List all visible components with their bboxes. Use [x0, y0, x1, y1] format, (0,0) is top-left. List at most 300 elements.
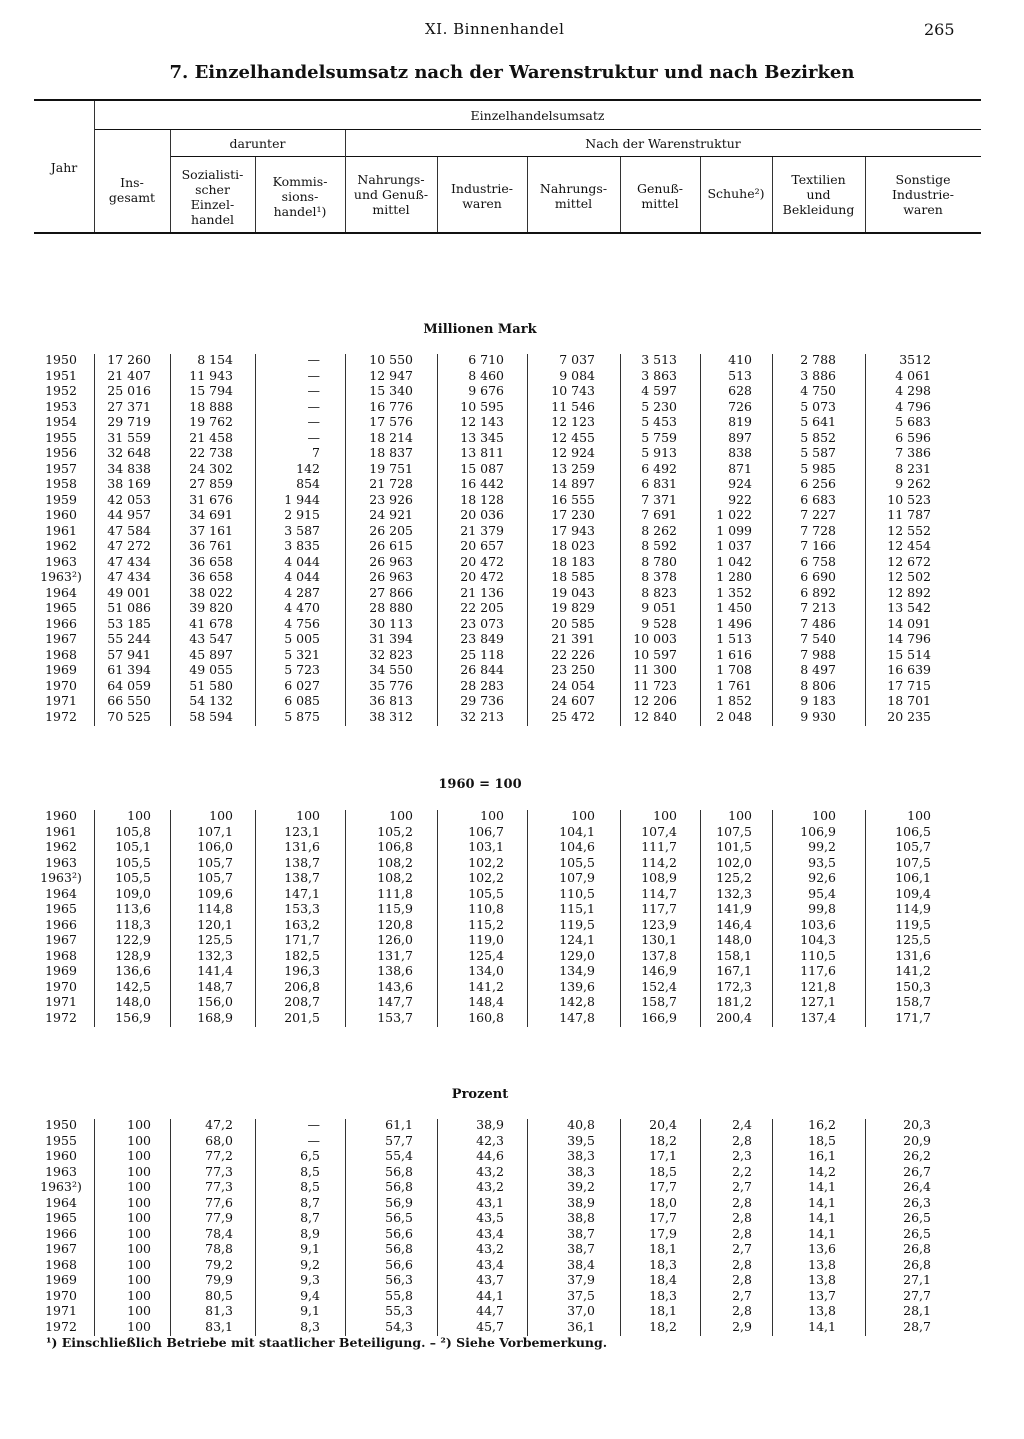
- table-cell: 1 944: [284, 491, 320, 507]
- table-cell: —: [307, 383, 320, 398]
- row-year: 1954: [45, 414, 77, 429]
- table-cell: 38,9: [567, 1194, 595, 1210]
- table-cell: 100: [389, 808, 413, 823]
- table-cell: 56,8: [385, 1179, 413, 1194]
- table-cell: 13,8: [808, 1272, 836, 1287]
- table-cell: 1 280: [716, 569, 752, 584]
- row-year: 1963: [45, 854, 77, 870]
- table-cell: 36 761: [189, 538, 233, 553]
- table-cell: 38,3: [567, 1163, 595, 1179]
- table-cell: 92,6: [808, 870, 836, 885]
- table-cell: 17 715: [887, 677, 931, 693]
- table-cell: 7 371: [641, 491, 677, 507]
- row-year: 1959: [45, 491, 77, 507]
- section-label-prozent: Prozent: [451, 1087, 509, 1102]
- table-cell: 100: [653, 808, 677, 823]
- table-cell: 148,4: [468, 994, 504, 1009]
- table-cell: 7 988: [800, 646, 836, 662]
- row-year: 1966: [45, 916, 77, 932]
- table-cell: 18,1: [649, 1241, 677, 1256]
- table-cell: 141,4: [197, 963, 233, 978]
- table-cell: 897: [728, 429, 752, 445]
- table-cell: 29 719: [107, 414, 151, 429]
- table-cell: 132,3: [716, 885, 752, 901]
- table-cell: 196,3: [284, 963, 320, 978]
- table-cell: 18,2: [649, 1318, 677, 1334]
- table-cell: 21 136: [460, 584, 504, 600]
- table-cell: 10 743: [551, 383, 595, 398]
- table-cell: 117,7: [641, 901, 677, 916]
- table-cell: 148,0: [115, 994, 151, 1009]
- table-cell: 18 128: [460, 491, 504, 507]
- table-cell: 103,6: [800, 916, 836, 932]
- table-cell: 142,8: [559, 994, 595, 1009]
- table-cell: 5 587: [800, 445, 836, 460]
- table-cell: 114,9: [895, 901, 931, 916]
- table-cell: 123,1: [284, 823, 320, 839]
- table-cell: 8 231: [895, 460, 931, 476]
- table-cell: 5 005: [284, 631, 320, 646]
- table-cell: 14,2: [808, 1163, 836, 1179]
- table-cell: 4 750: [800, 383, 836, 398]
- table-cell: 1 037: [716, 538, 752, 553]
- table-cell: 10 523: [887, 491, 931, 507]
- table-cell: 105,7: [895, 839, 931, 854]
- table-cell: 4 044: [284, 569, 320, 584]
- table-cell: 45,7: [476, 1318, 504, 1334]
- table-cell: 28,1: [903, 1303, 931, 1318]
- column-divider: [255, 810, 256, 1027]
- table-cell: 6 085: [284, 693, 320, 708]
- table-cell: 54 132: [189, 693, 233, 708]
- table-cell: 147,1: [284, 885, 320, 901]
- row-year: 1950: [45, 352, 77, 367]
- table-cell: 18,4: [649, 1272, 677, 1287]
- table-cell: 9 051: [641, 600, 677, 615]
- table-cell: 2,8: [732, 1256, 752, 1272]
- table-cell: 5 759: [641, 429, 677, 445]
- table-cell: 14,1: [808, 1194, 836, 1210]
- table-cell: 153,7: [377, 1009, 413, 1025]
- table-cell: 12 455: [551, 429, 595, 445]
- column-divider: [437, 354, 438, 726]
- row-year: 1966: [45, 615, 77, 631]
- table-cell: 9,2: [300, 1256, 320, 1272]
- table-cell: 27 371: [107, 398, 151, 414]
- table-cell: 141,2: [468, 978, 504, 994]
- table-cell: 143,6: [377, 978, 413, 994]
- table-cell: 37,5: [567, 1287, 595, 1303]
- table-cell: 142,5: [115, 978, 151, 994]
- table-cell: 106,1: [895, 870, 931, 885]
- table-cell: 18 023: [551, 538, 595, 553]
- table-cell: 100: [571, 808, 595, 823]
- row-year: 1972: [45, 1318, 77, 1334]
- table-cell: 2,3: [732, 1148, 752, 1163]
- table-cell: 104,3: [800, 932, 836, 947]
- table-cell: 17 576: [369, 414, 413, 429]
- row-year: 1962: [45, 538, 77, 553]
- table-cell: 100: [127, 1132, 151, 1148]
- table-cell: 106,5: [895, 823, 931, 839]
- table-cell: 1 042: [716, 553, 752, 569]
- table-cell: 115,2: [468, 916, 504, 932]
- table-cell: 1 708: [716, 662, 752, 677]
- table-cell: 9 676: [468, 383, 504, 398]
- row-year: 1960: [45, 1148, 77, 1163]
- table-cell: 29 736: [460, 693, 504, 708]
- table-cell: 105,5: [559, 854, 595, 870]
- table-cell: 107,5: [716, 823, 752, 839]
- table-cell: 20 472: [460, 569, 504, 584]
- table-cell: 150,3: [895, 978, 931, 994]
- table-cell: 7 486: [800, 615, 836, 631]
- table-cell: 10 550: [369, 352, 413, 367]
- table-cell: 15 087: [460, 460, 504, 476]
- table-cell: 102,2: [468, 854, 504, 870]
- table-cell: 8,9: [300, 1225, 320, 1241]
- table-cell: 15 340: [369, 383, 413, 398]
- row-year: 1968: [45, 1256, 77, 1272]
- table-cell: 26 205: [369, 522, 413, 538]
- table-cell: 23 926: [369, 491, 413, 507]
- table-cell: 20,3: [903, 1117, 931, 1132]
- table-cell: 42 053: [107, 491, 151, 507]
- row-year: 1955: [45, 1132, 77, 1148]
- table-cell: 119,5: [895, 916, 931, 932]
- table-cell: 12 206: [633, 693, 677, 708]
- table-cell: 513: [728, 367, 752, 383]
- table-cell: 2,8: [732, 1210, 752, 1225]
- table-cell: 77,3: [205, 1179, 233, 1194]
- col-header-nahrung-genuss: Nahrungs- und Genuß- mittel: [353, 172, 429, 217]
- table-cell: 61,1: [385, 1117, 413, 1132]
- table-cell: 79,2: [205, 1256, 233, 1272]
- table-cell: 105,1: [115, 839, 151, 854]
- table-cell: 182,5: [284, 947, 320, 963]
- row-year: 1966: [45, 1225, 77, 1241]
- row-year: 1969: [45, 1272, 77, 1287]
- table-cell: 43,1: [476, 1194, 504, 1210]
- table-cell: 106,0: [197, 839, 233, 854]
- table-cell: 2,8: [732, 1303, 752, 1318]
- col-header-insgesamt: Ins- gesamt: [108, 175, 156, 205]
- row-year: 1970: [45, 978, 77, 994]
- row-year: 1961: [45, 823, 77, 839]
- table-cell: 61 394: [107, 662, 151, 677]
- table-cell: 9 262: [895, 476, 931, 491]
- table-cell: 43,4: [476, 1225, 504, 1241]
- table-cell: 56,3: [385, 1272, 413, 1287]
- top-rule: [34, 99, 981, 101]
- table-cell: 26,5: [903, 1225, 931, 1241]
- table-cell: 16 639: [887, 662, 931, 677]
- table-cell: 43 547: [189, 631, 233, 646]
- table-cell: 8 806: [800, 677, 836, 693]
- table-cell: 36,1: [567, 1318, 595, 1334]
- table-cell: 37,0: [567, 1303, 595, 1318]
- row-year: 1953: [45, 398, 77, 414]
- table-cell: 57 941: [107, 646, 151, 662]
- table-cell: 83,1: [205, 1318, 233, 1334]
- table-cell: 54,3: [385, 1318, 413, 1334]
- table-cell: 68,0: [205, 1132, 233, 1148]
- table-cell: 20 657: [460, 538, 504, 553]
- table-cell: 34 691: [189, 507, 233, 522]
- table-cell: 4 287: [284, 584, 320, 600]
- table-cell: 17,7: [649, 1179, 677, 1194]
- table-cell: 8 460: [468, 367, 504, 383]
- col-header-genussmittel: Genuß- mittel: [636, 181, 684, 211]
- col-header-sonstige: Sonstige Industrie- waren: [891, 172, 955, 217]
- table-cell: 18,0: [649, 1194, 677, 1210]
- table-cell: 4 470: [284, 600, 320, 615]
- table-cell: 142: [296, 460, 320, 476]
- table-cell: 109,6: [197, 885, 233, 901]
- row-year: 1968: [45, 947, 77, 963]
- column-divider: [94, 810, 95, 1027]
- table-cell: 39,2: [567, 1179, 595, 1194]
- table-cell: 5 453: [641, 414, 677, 429]
- table-cell: 12 143: [460, 414, 504, 429]
- table-cell: 17 230: [551, 507, 595, 522]
- column-divider: [700, 1119, 701, 1336]
- table-cell: 25 118: [460, 646, 504, 662]
- row-year: 1971: [45, 693, 77, 708]
- table-cell: 6 596: [895, 429, 931, 445]
- table-cell: 70 525: [107, 708, 151, 724]
- table-cell: 8,5: [300, 1179, 320, 1194]
- table-cell: 12 947: [369, 367, 413, 383]
- table-cell: 163,2: [284, 916, 320, 932]
- table-cell: 121,8: [800, 978, 836, 994]
- table-cell: 47 272: [107, 538, 151, 553]
- table-cell: 111,8: [377, 885, 413, 901]
- table-cell: 43,5: [476, 1210, 504, 1225]
- row-year: 1952: [45, 383, 77, 398]
- table-cell: 9 183: [800, 693, 836, 708]
- column-divider: [700, 354, 701, 726]
- table-cell: 24 054: [551, 677, 595, 693]
- table-cell: 4 756: [284, 615, 320, 631]
- table-cell: 23 073: [460, 615, 504, 631]
- table-cell: 19 829: [551, 600, 595, 615]
- table-cell: 23 849: [460, 631, 504, 646]
- table-cell: 28 880: [369, 600, 413, 615]
- table-cell: 5 985: [800, 460, 836, 476]
- table-cell: 122,9: [115, 932, 151, 947]
- table-cell: 18,3: [649, 1256, 677, 1272]
- table-cell: 18 585: [551, 569, 595, 584]
- table-cell: 14,1: [808, 1318, 836, 1334]
- table-cell: 172,3: [716, 978, 752, 994]
- table-cell: 19 043: [551, 584, 595, 600]
- table-cell: 8,5: [300, 1163, 320, 1179]
- table-cell: 8 497: [800, 662, 836, 677]
- row-year: 1965: [45, 600, 77, 615]
- table-cell: 1 352: [716, 584, 752, 600]
- col-header-sozialistisch: Sozialisti- scher Einzel- handel: [181, 167, 244, 227]
- table-cell: 105,7: [197, 854, 233, 870]
- table-cell: 131,7: [377, 947, 413, 963]
- table-cell: 14,1: [808, 1179, 836, 1194]
- row-year: 1967: [45, 932, 77, 947]
- column-divider: [620, 810, 621, 1027]
- table-cell: 100: [127, 1256, 151, 1272]
- table-cell: 64 059: [107, 677, 151, 693]
- table-cell: 127,1: [800, 994, 836, 1009]
- row-year: 1963²): [40, 569, 82, 584]
- table-cell: 119,0: [468, 932, 504, 947]
- table-cell: 137,8: [641, 947, 677, 963]
- table-cell: 4 044: [284, 553, 320, 569]
- table-cell: 43,7: [476, 1272, 504, 1287]
- table-cell: —: [307, 414, 320, 429]
- table-cell: 41 678: [189, 615, 233, 631]
- table-cell: 18 837: [369, 445, 413, 460]
- group-header-einzelhandelsumsatz: Einzelhandelsumsatz: [470, 108, 605, 123]
- column-divider: [255, 354, 256, 726]
- table-cell: 18,5: [649, 1163, 677, 1179]
- table-cell: 6 256: [800, 476, 836, 491]
- table-cell: 10 003: [633, 631, 677, 646]
- table-cell: 16 442: [460, 476, 504, 491]
- table-cell: 8 262: [641, 522, 677, 538]
- table-cell: 103,1: [468, 839, 504, 854]
- table-cell: 166,9: [641, 1009, 677, 1025]
- table-cell: 838: [728, 445, 752, 460]
- table-cell: 34 838: [107, 460, 151, 476]
- table-cell: 13,8: [808, 1303, 836, 1318]
- table-cell: 21 458: [189, 429, 233, 445]
- table-cell: 9,1: [300, 1303, 320, 1318]
- table-cell: 147,7: [377, 994, 413, 1009]
- table-cell: 100: [127, 1179, 151, 1194]
- table-cell: 31 559: [107, 429, 151, 445]
- table-cell: 208,7: [284, 994, 320, 1009]
- column-divider: [620, 1119, 621, 1336]
- table-cell: 100: [127, 1287, 151, 1303]
- table-cell: 56,5: [385, 1210, 413, 1225]
- table-cell: 119,5: [559, 916, 595, 932]
- row-year: 1967: [45, 1241, 77, 1256]
- table-cell: 81,3: [205, 1303, 233, 1318]
- table-cell: 2,9: [732, 1318, 752, 1334]
- table-cell: 1 852: [716, 693, 752, 708]
- table-cell: 26,7: [903, 1163, 931, 1179]
- table-title: 7. Einzelhandelsumsatz nach der Warenstruktur und nach Bezirken: [169, 62, 855, 83]
- subheader-rule-2: [170, 156, 981, 157]
- table-cell: 106,8: [377, 839, 413, 854]
- table-cell: 6 690: [800, 569, 836, 584]
- table-cell: 2,8: [732, 1194, 752, 1210]
- table-cell: 11 723: [633, 677, 677, 693]
- table-cell: 15 514: [887, 646, 931, 662]
- row-year: 1965: [45, 901, 77, 916]
- table-cell: 10 597: [633, 646, 677, 662]
- table-cell: 38,4: [567, 1256, 595, 1272]
- table-cell: 156,0: [197, 994, 233, 1009]
- table-cell: 147,8: [559, 1009, 595, 1025]
- table-cell: 32 648: [107, 445, 151, 460]
- table-cell: 123,9: [641, 916, 677, 932]
- table-cell: 5 683: [895, 414, 931, 429]
- row-year: 1972: [45, 708, 77, 724]
- column-divider: [170, 810, 171, 1027]
- subheader-rule-1: [94, 129, 981, 130]
- table-cell: 56,6: [385, 1256, 413, 1272]
- table-cell: 158,7: [641, 994, 677, 1009]
- table-cell: 24 607: [551, 693, 595, 708]
- column-divider: [170, 1119, 171, 1336]
- table-cell: 79,9: [205, 1272, 233, 1287]
- table-cell: 108,2: [377, 854, 413, 870]
- table-cell: 25 016: [107, 383, 151, 398]
- table-cell: 107,5: [895, 854, 931, 870]
- row-year: 1955: [45, 429, 77, 445]
- table-cell: 110,5: [800, 947, 836, 963]
- table-cell: 105,8: [115, 823, 151, 839]
- row-year: 1970: [45, 1287, 77, 1303]
- table-cell: 13 542: [887, 600, 931, 615]
- table-cell: 114,8: [197, 901, 233, 916]
- table-cell: 9,4: [300, 1287, 320, 1303]
- table-cell: 9 084: [559, 367, 595, 383]
- row-year: 1969: [45, 662, 77, 677]
- table-cell: 7: [312, 445, 320, 460]
- table-cell: 128,9: [115, 947, 151, 963]
- table-cell: 4 061: [895, 367, 931, 383]
- table-cell: 6,5: [300, 1148, 320, 1163]
- table-cell: 26,5: [903, 1210, 931, 1225]
- table-cell: 56,8: [385, 1241, 413, 1256]
- table-cell: 100: [480, 808, 504, 823]
- table-cell: 14,1: [808, 1210, 836, 1225]
- table-cell: 30 113: [369, 615, 413, 631]
- table-cell: 115,9: [377, 901, 413, 916]
- table-cell: 7 728: [800, 522, 836, 538]
- table-cell: 106,9: [800, 823, 836, 839]
- table-cell: 2,7: [732, 1287, 752, 1303]
- table-cell: 100: [209, 808, 233, 823]
- table-cell: 19 762: [189, 414, 233, 429]
- table-cell: 25 472: [551, 708, 595, 724]
- table-cell: 3 513: [641, 352, 677, 367]
- table-cell: 38,9: [476, 1117, 504, 1132]
- table-cell: 14 091: [887, 615, 931, 631]
- table-cell: 2 915: [284, 507, 320, 522]
- table-cell: 125,2: [716, 870, 752, 885]
- table-cell: 117,6: [800, 963, 836, 978]
- table-cell: 12 552: [887, 522, 931, 538]
- row-year: 1970: [45, 677, 77, 693]
- table-cell: 3 886: [800, 367, 836, 383]
- section-label-index-1960: 1960 = 100: [438, 777, 522, 792]
- table-cell: 5 321: [284, 646, 320, 662]
- table-cell: 44,7: [476, 1303, 504, 1318]
- table-cell: 22 738: [189, 445, 233, 460]
- table-cell: 100: [127, 1194, 151, 1210]
- table-cell: 125,5: [197, 932, 233, 947]
- table-cell: 13,7: [808, 1287, 836, 1303]
- table-cell: 120,1: [197, 916, 233, 932]
- table-cell: 5 913: [641, 445, 677, 460]
- table-cell: 12 892: [887, 584, 931, 600]
- table-cell: 32 823: [369, 646, 413, 662]
- table-cell: 13 259: [551, 460, 595, 476]
- table-cell: 77,3: [205, 1163, 233, 1179]
- table-cell: 2,7: [732, 1179, 752, 1194]
